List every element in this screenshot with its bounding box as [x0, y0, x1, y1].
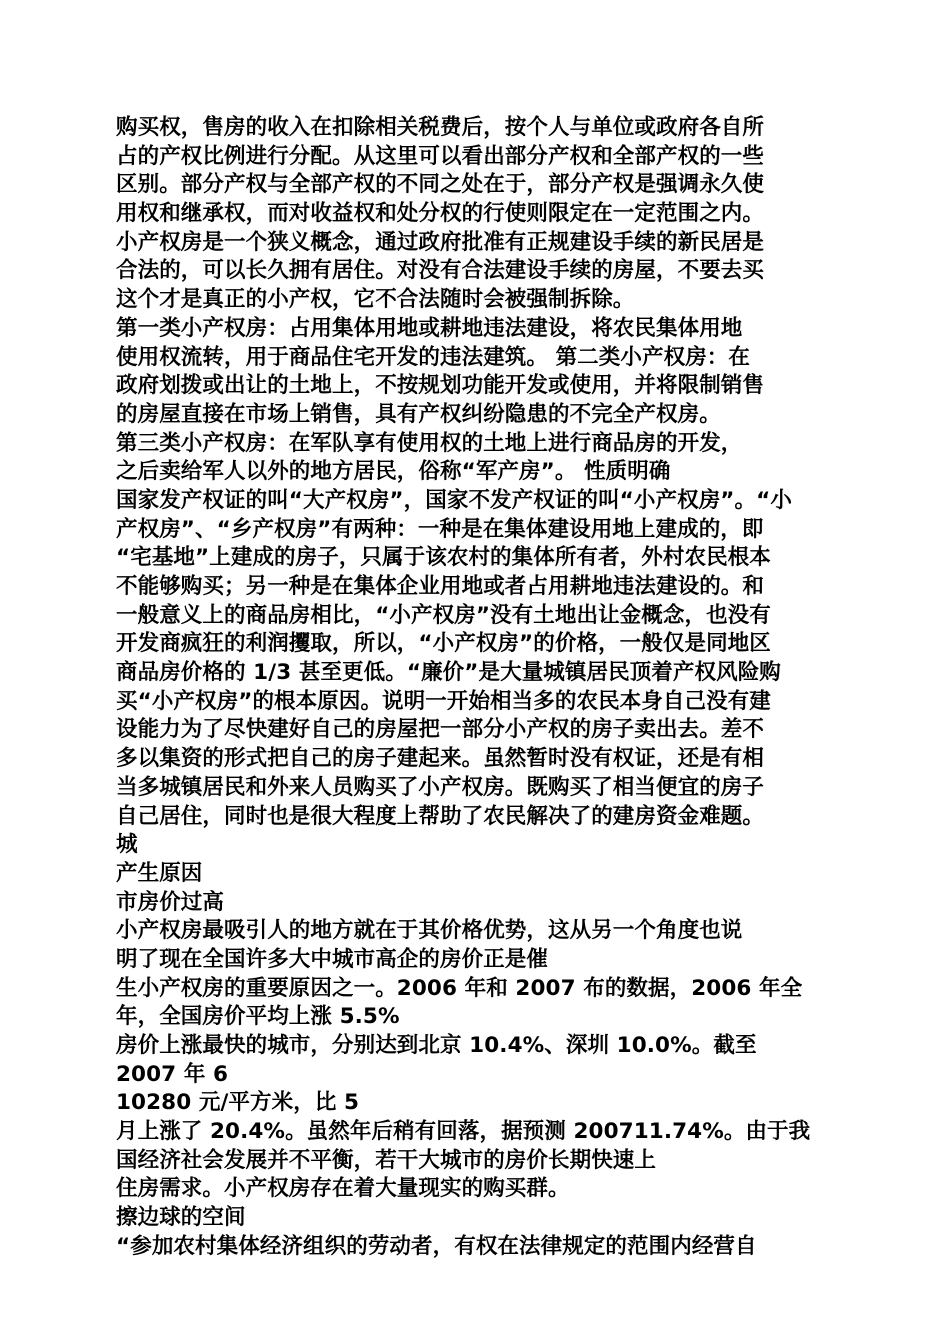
heading-fragment: 城: [116, 832, 138, 858]
text-line: 小产权房是一个狭义概念，通过政府批准有正规建设手续的新民居是: [116, 229, 765, 255]
text-line: 区别。部分产权与全部产权的不同之处在于，部分产权是强调永久使: [116, 172, 765, 198]
text-line: “参加农村集体经济组织的劳动者，有权在法律规定的范围内经营自: [116, 1233, 757, 1259]
text-line: 国经济社会发展并不平衡，若干大城市的房价长期快速上: [116, 1147, 657, 1173]
text-line: “宅基地”上建成的房子，只属于该农村的集体所有者，外村农民根本: [116, 545, 771, 571]
text-line: 占的产权比例进行分配。从这里可以看出部分产权和全部产权的一些: [116, 143, 765, 169]
text-line: 住房需求。小产权房存在着大量现实的购买群。: [116, 1176, 570, 1202]
text-line: 第三类小产权房：在军队享有使用权的土地上进行商品房的开发，: [116, 430, 743, 456]
text-line: 自己居住，同时也是很大程度上帮助了农民解决了的建房资金难题。: [116, 803, 765, 829]
text-line: 使用权流转，用于商品住宅开发的违法建筑。 第二类小产权房：在: [116, 344, 750, 370]
text-line: 之后卖给军人以外的地方居民，俗称“军产房”。 性质明确: [116, 459, 671, 485]
text-line: 合法的，可以长久拥有居住。对没有合法建设手续的房屋，不要去买: [116, 258, 765, 284]
text-line: 政府划拨或出让的土地上，不按规划功能开发或使用，并将限制销售: [116, 373, 765, 399]
text-line: 这个才是真正的小产权，它不合法随时会被强制拆除。: [116, 287, 635, 313]
text-line: 房价上涨最快的城市，分别达到北京 10.4%、深圳 10.0%。截至: [116, 1033, 757, 1058]
text-line: 产权房”、“乡产权房”有两种：一种是在集体建设用地上建成的，即: [116, 516, 764, 542]
text-line: 开发商疯狂的利润攫取，所以，“小产权房”的价格，一般仅是同地区: [116, 631, 771, 657]
text-line: 不能够购买；另一种是在集体企业用地或者占用耕地违法建设的。和: [116, 574, 765, 599]
text-line: 用权和继承权，而对收益权和处分权的行使则限定在一定范围之内。: [116, 201, 765, 227]
text-line: 的房屋直接在市场上销售，具有产权纠纷隐患的不完全产权房。: [116, 401, 721, 427]
text-line: 商品房价格的 1/3 甚至更低。“廉价”是大量城镇居民顶着产权风险购: [116, 660, 781, 686]
text-line: 10280 元/平方米，比 5: [116, 1090, 360, 1116]
text-line: 2007 年 6: [116, 1061, 229, 1087]
text-line: 小产权房最吸引人的地方就在于其价格优势，这从另一个角度也说: [116, 918, 743, 944]
text-line: 第一类小产权房：占用集体用地或耕地违法建设，将农民集体用地: [116, 315, 743, 341]
text-line: 当多城镇居民和外来人员购买了小产权房。既购买了相当便宜的房子: [116, 774, 765, 800]
text-line: 生小产权房的重要原因之一。2006 年和 2007 布的数据，2006 年全: [116, 975, 803, 1001]
subsection-heading: 市房价过高: [116, 889, 225, 915]
text-line: 多以集资的形式把自己的房子建起来。虽然暂时没有权证，还是有相: [116, 746, 765, 772]
text-line: 明了现在全国许多大中城市高企的房价正是催: [116, 946, 549, 972]
text-line: 购买权，售房的收入在扣除相关税费后，按个人与单位或政府各自所: [116, 115, 765, 140]
text-line: 国家发产权证的叫“大产权房”，国家不发产权证的叫“小产权房”。“小: [116, 487, 792, 513]
document-body: [116, 114, 846, 1262]
text-line: 设能力为了尽快建好自己的房屋把一部分小产权的房子卖出去。差不: [116, 717, 765, 743]
text-line: 月上涨了 20.4%。虽然年后稍有回落，据预测 200711.74%。由于我: [116, 1119, 811, 1145]
section-heading: 产生原因: [116, 860, 203, 886]
text-line: 年，全国房价平均上涨 5.5%: [116, 1004, 400, 1030]
text-line: 一般意义上的商品房相比，“小产权房”没有土地出让金概念，也没有: [116, 602, 771, 628]
text-line: 买“小产权房”的根本原因。说明一开始相当多的农民本身自己没有建: [116, 688, 771, 714]
subsection-heading: 擦边球的空间: [116, 1205, 246, 1231]
